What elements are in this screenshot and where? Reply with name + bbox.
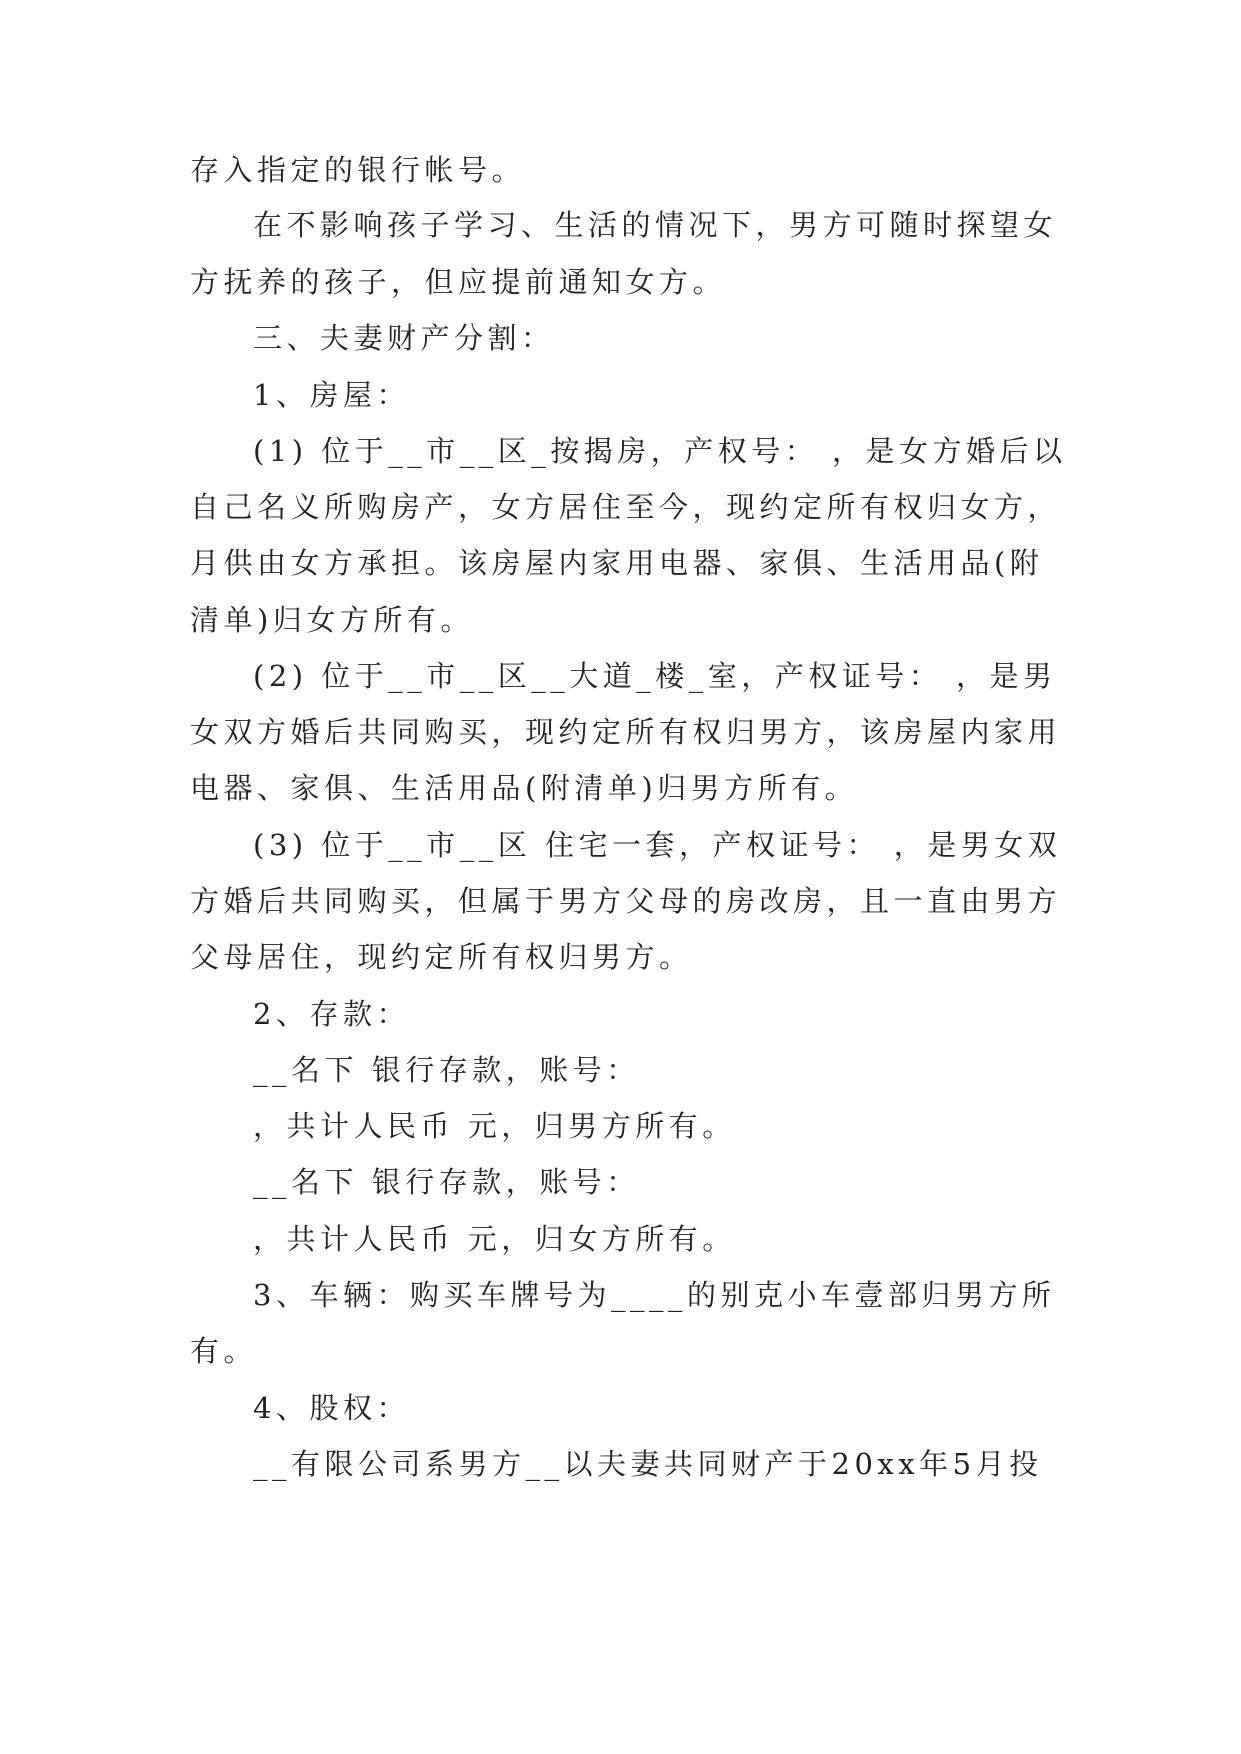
section-heading: 三、夫妻财产分割： bbox=[253, 321, 555, 355]
text-line: (3) 位于__市__区 住宅一套，产权证号： ，是男女双 bbox=[253, 828, 1062, 862]
text-line: 有。 bbox=[190, 1334, 258, 1368]
text-line: 存入指定的银行帐号。 bbox=[190, 153, 526, 187]
subsection-heading: 4、股权： bbox=[253, 1391, 410, 1425]
text-line: 3、车辆：购买车牌号为____的别克小车壹部归男方所 bbox=[253, 1278, 1056, 1312]
text-line: 在不影响孩子学习、生活的情况下，男方可随时探望女 bbox=[253, 208, 1058, 242]
text-line: (1) 位于__市__区_按揭房，产权号： ，是女方婚后以 bbox=[253, 434, 1067, 468]
text-line: __名下 银行存款，账号： bbox=[253, 1053, 640, 1087]
text-line: __名下 银行存款，账号： bbox=[253, 1165, 640, 1199]
text-line: 方抚养的孩子，但应提前通知女方。 bbox=[190, 265, 727, 299]
text-line: ，共计人民币 元，归女方所有。 bbox=[253, 1222, 736, 1256]
text-line: ，共计人民币 元，归男方所有。 bbox=[253, 1109, 736, 1143]
text-line: 自己名义所购房产，女方居住至今，现约定所有权归女方， bbox=[190, 490, 1062, 524]
text-line: 电器、家俱、生活用品(附清单)归男方所有。 bbox=[190, 771, 859, 805]
text-line: 月供由女方承担。该房屋内家用电器、家俱、生活用品(附 bbox=[190, 546, 1044, 580]
text-line: __有限公司系男方__以夫妻共同财产于20xx年5月投 bbox=[253, 1447, 1043, 1481]
text-line: 女双方婚后共同购买，现约定所有权归男方，该房屋内家用 bbox=[190, 715, 1062, 749]
text-line: 方婚后共同购买，但属于男方父母的房改房，且一直由男方 bbox=[190, 884, 1062, 918]
subsection-heading: 1、房屋： bbox=[253, 378, 410, 412]
text-line: (2) 位于__市__区__大道_楼_室，产权证号： ，是男 bbox=[253, 659, 1057, 693]
text-line: 清单)归女方所有。 bbox=[190, 603, 474, 637]
subsection-heading: 2、存款： bbox=[253, 997, 410, 1031]
text-line: 父母居住，现约定所有权归男方。 bbox=[190, 940, 693, 974]
